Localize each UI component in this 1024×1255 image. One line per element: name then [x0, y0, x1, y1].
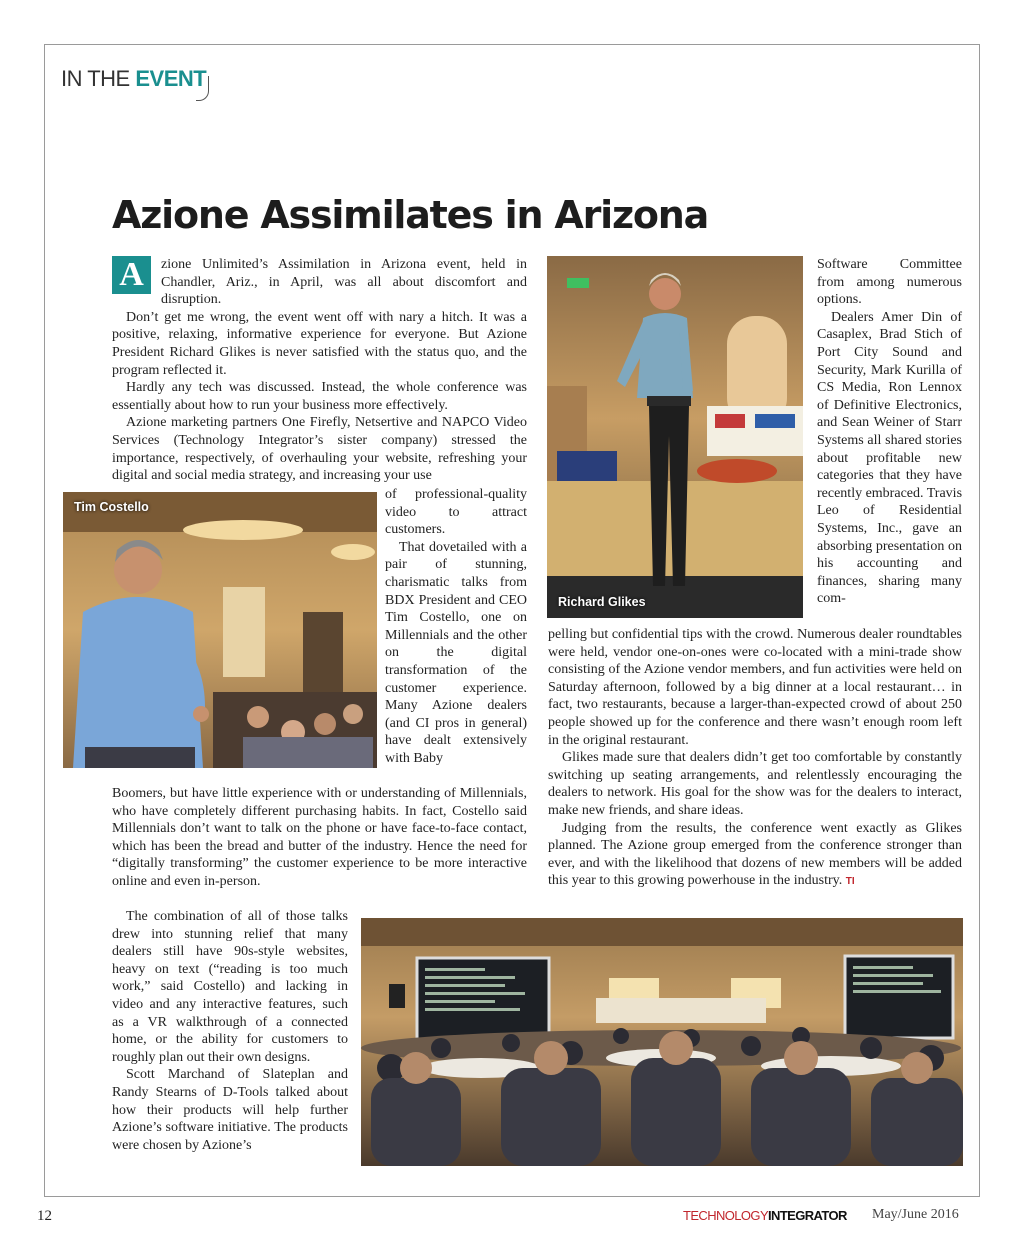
section-prefix: IN THE: [61, 66, 130, 91]
paragraph: The combination of all of those talks drew into stunning relief that many dealers still have 90s-style websites, heavy on text (“reading is too much work,” said Costello) and lacking in video and any interactive features, such as a VR walkthrough of a connected home, or the ability for customers to roughly plan out their own designs.: [112, 909, 348, 1065]
paragraph: Scott Marchand of Slateplan and Randy Stearns of D-Tools talked about how their products will help further Azione’s software initiative. The products were chosen by Azione’s: [112, 1067, 348, 1153]
photo-conference-room-image: [361, 918, 963, 1166]
magazine-logo-bold: INTEGRATOR: [768, 1208, 847, 1223]
paragraph: zione Unlimited’s Assimilation in Arizona event, held in Chandler, Ariz., in April, was all about discomfort and disruption.: [161, 257, 527, 308]
photo-tim-costello-image: [63, 492, 377, 768]
photo-richard-glikes-image: [547, 256, 803, 618]
section-label: [61, 66, 206, 92]
column-left-top: [112, 256, 527, 485]
column-right-narrow: [817, 256, 962, 608]
paragraph-text: Judging from the results, the conference went exactly as Glikes planned. The Azione group emerged from the conference stronger than ever, and with the likelihood that dozens of new members will be added this year to this growing powerhouse in the industry.: [548, 820, 962, 889]
paragraph: of professional-quality video to attract customers.: [385, 487, 527, 538]
end-mark: TI: [845, 876, 855, 888]
page-number: 12: [37, 1208, 52, 1224]
paragraph: Software Committee from among numerous options.: [817, 257, 962, 308]
paragraph: Dealers Amer Din of Casaplex, Brad Stich of Port City Sound and Security, Mark Kurilla of CS Media, Ron Lennox of Definitive Electronics, and Sean Weiner of Starr Systems all shared stories about profitable new categories that they have recently embraced. Travis Leo of Residential Systems, Inc., gave an absorbing presentation on his accounting and finances, sharing many com-: [817, 309, 963, 607]
paragraph: Boomers, but have little experience with or understanding of Millennials, who have completely different purchasing habits. In fact, Costello said Millennials don’t want to talk on the phone or have face-to-face contact, which has been the bread and butter of the industry. Hence the need for “digitally transforming” the customer experience to be more interactive online and even in-person.: [112, 786, 527, 889]
paragraph: [548, 820, 962, 891]
paragraph: Hardly any tech was discussed. Instead, the whole conference was essentially about how to run your business more effectively.: [112, 380, 527, 413]
paragraph: Azione marketing partners One Firefly, Netsertive and NAPCO Video Services (Technology Integrator’s sister company) stressed the importance, respectively, of overhauling your website, refreshing your digital and social media strategy, and increasing your use: [112, 415, 527, 484]
photo-conference-room: [361, 918, 963, 1166]
paragraph: That dovetailed with a pair of stunning, charismatic talks from BDX President and CEO Tim Costello, one on Millennials and the other on the digital transformation of the customer experience. Many Azione dealers (and CI pros in general) have dealt extensively with Baby: [385, 539, 527, 766]
section-name: EVENT: [135, 66, 207, 91]
photo-caption-glikes: Richard Glikes: [558, 595, 646, 609]
column-right-bottom: [548, 626, 962, 891]
article-headline: Azione Assimilates in Arizona: [112, 193, 709, 237]
column-left-final: [112, 908, 348, 1154]
column-left-bottom: [112, 785, 527, 891]
paragraph: pelling but confidential tips with the crowd. Numerous dealer roundtables were held, vendor one-on-ones were co-located with a mini-trade show consisting of the Azione vendor members, and fun activities were held on Saturday afternoon, followed by a big dinner at a local restaurant… in fact, two restaurants, because a larger-than-expected crowd of about 250 people showed up for the conference and there wasn’t enough room left in the original restaurant.: [548, 627, 962, 748]
photo-richard-glikes: [547, 256, 803, 618]
photo-tim-costello: [63, 492, 377, 768]
paragraph: Glikes made sure that dealers didn’t get too comfortable by constantly switching up seating arrangements, and relentlessly encouraging the dealers to network. His goal for the show was for the dealers to interact, make new friends, and share ideas.: [548, 750, 962, 818]
photo-caption-costello: Tim Costello: [74, 500, 149, 514]
drop-cap: A: [112, 256, 151, 294]
magazine-logo: [683, 1208, 847, 1223]
issue-date: May/June 2016: [872, 1207, 959, 1222]
paragraph: Don’t get me wrong, the event went off with nary a hitch. It was a positive, relaxing, informative experience for everyone. But Azione President Richard Glikes is never satisfied with the status quo, and the program reflected it.: [112, 309, 527, 378]
magazine-logo-light: TECHNOLOGY: [683, 1208, 769, 1223]
column-left-narrow: [385, 486, 527, 768]
